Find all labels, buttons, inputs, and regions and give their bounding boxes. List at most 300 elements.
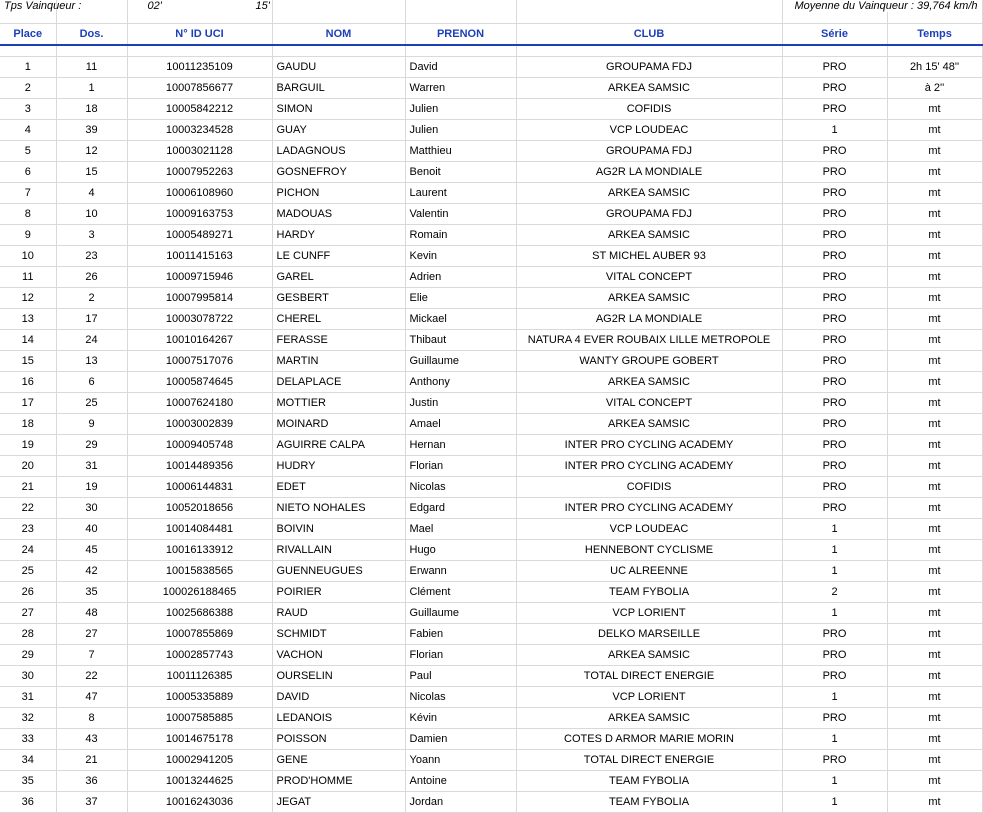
header-prenom[interactable]: PRENON xyxy=(405,24,516,46)
cell-nom[interactable]: RIVALLAIN xyxy=(272,540,405,561)
cell-dos[interactable]: 13 xyxy=(56,351,127,372)
cell-club[interactable]: AG2R LA MONDIALE xyxy=(516,309,782,330)
cell-temps[interactable]: mt xyxy=(887,729,982,750)
cell-place[interactable]: 25 xyxy=(0,561,56,582)
cell-place[interactable]: 15 xyxy=(0,351,56,372)
cell-prenom[interactable]: Thibaut xyxy=(405,330,516,351)
cell-dos[interactable]: 21 xyxy=(56,750,127,771)
cell-place[interactable]: 19 xyxy=(0,435,56,456)
cell-uci-id[interactable]: 10007856677 xyxy=(127,78,272,99)
cell-dos[interactable]: 42 xyxy=(56,561,127,582)
cell-serie[interactable]: PRO xyxy=(782,162,887,183)
cell-temps[interactable]: mt xyxy=(887,204,982,225)
cell-dos[interactable]: 8 xyxy=(56,708,127,729)
cell-prenom[interactable]: Julien xyxy=(405,99,516,120)
winner-time-seconds[interactable]: 15' xyxy=(272,0,405,12)
cell-dos[interactable]: 24 xyxy=(56,330,127,351)
cell-place[interactable]: 29 xyxy=(0,645,56,666)
cell-club[interactable]: VCP LOUDEAC xyxy=(516,519,782,540)
cell-dos[interactable]: 6 xyxy=(56,372,127,393)
cell-serie[interactable]: 1 xyxy=(782,120,887,141)
cell-temps[interactable]: mt xyxy=(887,792,982,813)
cell-nom[interactable]: AGUIRRE CALPA xyxy=(272,435,405,456)
cell-uci-id[interactable]: 10006108960 xyxy=(127,183,272,204)
cell-uci-id[interactable]: 10005874645 xyxy=(127,372,272,393)
cell-club[interactable]: ARKEA SAMSIC xyxy=(516,225,782,246)
cell-uci-id[interactable]: 100026188465 xyxy=(127,582,272,603)
cell-nom[interactable]: GOSNEFROY xyxy=(272,162,405,183)
cell-serie[interactable]: PRO xyxy=(782,267,887,288)
cell-dos[interactable]: 37 xyxy=(56,792,127,813)
cell-place[interactable]: 36 xyxy=(0,792,56,813)
cell-prenom[interactable]: Mael xyxy=(405,519,516,540)
cell-temps[interactable]: mt xyxy=(887,288,982,309)
cell-uci-id[interactable]: 10025686388 xyxy=(127,603,272,624)
cell-serie[interactable]: PRO xyxy=(782,57,887,78)
cell-club[interactable]: ARKEA SAMSIC xyxy=(516,414,782,435)
cell-dos[interactable]: 10 xyxy=(56,204,127,225)
cell-uci-id[interactable]: 10002857743 xyxy=(127,645,272,666)
cell-dos[interactable]: 29 xyxy=(56,435,127,456)
cell-nom[interactable]: GUENNEUGUES xyxy=(272,561,405,582)
cell-temps[interactable]: mt xyxy=(887,99,982,120)
winner-time-label[interactable]: Tps Vainqueur : xyxy=(0,0,56,12)
cell-serie[interactable]: PRO xyxy=(782,183,887,204)
cell-dos[interactable]: 43 xyxy=(56,729,127,750)
cell-dos[interactable]: 12 xyxy=(56,141,127,162)
cell-club[interactable]: ST MICHEL AUBER 93 xyxy=(516,246,782,267)
cell-prenom[interactable]: Julien xyxy=(405,120,516,141)
cell-prenom[interactable]: Jordan xyxy=(405,792,516,813)
cell-uci-id[interactable]: 10014489356 xyxy=(127,456,272,477)
cell-club[interactable]: UC ALREENNE xyxy=(516,561,782,582)
header-serie[interactable]: Série xyxy=(782,24,887,46)
cell-club[interactable]: TOTAL DIRECT ENERGIE xyxy=(516,666,782,687)
cell-serie[interactable]: PRO xyxy=(782,225,887,246)
cell-serie[interactable]: PRO xyxy=(782,414,887,435)
cell-club[interactable]: GROUPAMA FDJ xyxy=(516,141,782,162)
cell-uci-id[interactable]: 10052018656 xyxy=(127,498,272,519)
cell-place[interactable]: 5 xyxy=(0,141,56,162)
cell-place[interactable]: 31 xyxy=(0,687,56,708)
header-temps[interactable]: Temps xyxy=(887,24,982,46)
winner-average-speed[interactable]: Moyenne du Vainqueur : 39,764 km/h xyxy=(782,0,982,12)
cell-serie[interactable]: 1 xyxy=(782,561,887,582)
cell-dos[interactable]: 1 xyxy=(56,78,127,99)
cell-uci-id[interactable]: 10009163753 xyxy=(127,204,272,225)
cell-club[interactable]: TOTAL DIRECT ENERGIE xyxy=(516,750,782,771)
cell-nom[interactable]: MOTTIER xyxy=(272,393,405,414)
cell-club[interactable]: ARKEA SAMSIC xyxy=(516,708,782,729)
cell-place[interactable]: 13 xyxy=(0,309,56,330)
cell-uci-id[interactable]: 10014675178 xyxy=(127,729,272,750)
cell-uci-id[interactable]: 10009405748 xyxy=(127,435,272,456)
cell-place[interactable]: 7 xyxy=(0,183,56,204)
cell-temps[interactable]: mt xyxy=(887,183,982,204)
winner-time-minutes[interactable]: 02' xyxy=(127,0,272,12)
cell-nom[interactable]: FERASSE xyxy=(272,330,405,351)
cell-place[interactable]: 11 xyxy=(0,267,56,288)
cell-nom[interactable]: GESBERT xyxy=(272,288,405,309)
cell-dos[interactable]: 23 xyxy=(56,246,127,267)
cell-dos[interactable]: 48 xyxy=(56,603,127,624)
cell-nom[interactable]: GAREL xyxy=(272,267,405,288)
cell-place[interactable]: 33 xyxy=(0,729,56,750)
cell-serie[interactable]: PRO xyxy=(782,204,887,225)
cell-nom[interactable]: GAUDU xyxy=(272,57,405,78)
cell-serie[interactable]: PRO xyxy=(782,708,887,729)
cell-prenom[interactable]: Clément xyxy=(405,582,516,603)
cell-serie[interactable]: PRO xyxy=(782,645,887,666)
cell-temps[interactable]: mt xyxy=(887,561,982,582)
cell-uci-id[interactable]: 10007585885 xyxy=(127,708,272,729)
cell-nom[interactable]: PICHON xyxy=(272,183,405,204)
cell-dos[interactable]: 15 xyxy=(56,162,127,183)
cell-dos[interactable]: 36 xyxy=(56,771,127,792)
cell-dos[interactable]: 45 xyxy=(56,540,127,561)
cell-temps[interactable]: mt xyxy=(887,351,982,372)
cell-temps[interactable]: mt xyxy=(887,120,982,141)
cell-serie[interactable]: PRO xyxy=(782,99,887,120)
cell-club[interactable]: INTER PRO CYCLING ACADEMY xyxy=(516,435,782,456)
cell-serie[interactable]: 1 xyxy=(782,540,887,561)
cell-serie[interactable]: PRO xyxy=(782,393,887,414)
cell-club[interactable]: TEAM FYBOLIA xyxy=(516,792,782,813)
cell-prenom[interactable]: Nicolas xyxy=(405,477,516,498)
cell-prenom[interactable]: Elie xyxy=(405,288,516,309)
cell-dos[interactable]: 47 xyxy=(56,687,127,708)
cell-prenom[interactable]: Benoit xyxy=(405,162,516,183)
cell-temps[interactable]: mt xyxy=(887,246,982,267)
cell-serie[interactable]: 1 xyxy=(782,771,887,792)
cell-temps[interactable]: mt xyxy=(887,435,982,456)
cell-uci-id[interactable]: 10007995814 xyxy=(127,288,272,309)
header-place[interactable]: Place xyxy=(0,24,56,46)
cell-place[interactable]: 3 xyxy=(0,99,56,120)
header-club[interactable]: CLUB xyxy=(516,24,782,46)
cell-club[interactable]: GROUPAMA FDJ xyxy=(516,204,782,225)
cell-prenom[interactable]: Edgard xyxy=(405,498,516,519)
cell-dos[interactable]: 25 xyxy=(56,393,127,414)
cell-uci-id[interactable]: 10007517076 xyxy=(127,351,272,372)
cell-temps[interactable]: mt xyxy=(887,708,982,729)
cell-uci-id[interactable]: 10016133912 xyxy=(127,540,272,561)
cell-club[interactable]: ARKEA SAMSIC xyxy=(516,288,782,309)
cell-serie[interactable]: 2 xyxy=(782,582,887,603)
cell-club[interactable]: VCP LOUDEAC xyxy=(516,120,782,141)
cell-place[interactable]: 34 xyxy=(0,750,56,771)
cell-club[interactable]: TEAM FYBOLIA xyxy=(516,771,782,792)
cell-serie[interactable]: PRO xyxy=(782,666,887,687)
cell-club[interactable]: VITAL CONCEPT xyxy=(516,267,782,288)
cell-serie[interactable]: 1 xyxy=(782,729,887,750)
cell-prenom[interactable]: Kevin xyxy=(405,246,516,267)
cell-temps[interactable]: mt xyxy=(887,771,982,792)
cell-club[interactable]: VCP LORIENT xyxy=(516,603,782,624)
cell-nom[interactable]: MADOUAS xyxy=(272,204,405,225)
header-nom[interactable]: NOM xyxy=(272,24,405,46)
cell-club[interactable]: AG2R LA MONDIALE xyxy=(516,162,782,183)
cell-prenom[interactable]: Damien xyxy=(405,729,516,750)
cell-serie[interactable]: 1 xyxy=(782,792,887,813)
cell-dos[interactable]: 18 xyxy=(56,99,127,120)
cell-uci-id[interactable]: 10006144831 xyxy=(127,477,272,498)
cell-uci-id[interactable]: 10007952263 xyxy=(127,162,272,183)
cell-temps[interactable]: mt xyxy=(887,330,982,351)
cell-temps[interactable]: mt xyxy=(887,456,982,477)
cell-serie[interactable]: 1 xyxy=(782,603,887,624)
cell-club[interactable]: VCP LORIENT xyxy=(516,687,782,708)
cell-club[interactable]: COFIDIS xyxy=(516,477,782,498)
cell-place[interactable]: 27 xyxy=(0,603,56,624)
cell-temps[interactable]: mt xyxy=(887,582,982,603)
cell-prenom[interactable]: Laurent xyxy=(405,183,516,204)
cell-place[interactable]: 6 xyxy=(0,162,56,183)
cell-prenom[interactable]: Valentin xyxy=(405,204,516,225)
cell-dos[interactable]: 11 xyxy=(56,57,127,78)
cell-temps[interactable]: mt xyxy=(887,477,982,498)
cell-dos[interactable]: 35 xyxy=(56,582,127,603)
header-uci-id[interactable]: N° ID UCI xyxy=(127,24,272,46)
cell-nom[interactable]: SIMON xyxy=(272,99,405,120)
cell-serie[interactable]: PRO xyxy=(782,288,887,309)
cell-nom[interactable]: EDET xyxy=(272,477,405,498)
cell-prenom[interactable]: Paul xyxy=(405,666,516,687)
cell-nom[interactable]: JEGAT xyxy=(272,792,405,813)
cell-place[interactable]: 26 xyxy=(0,582,56,603)
cell-place[interactable]: 28 xyxy=(0,624,56,645)
cell-uci-id[interactable]: 10011126385 xyxy=(127,666,272,687)
cell-place[interactable]: 35 xyxy=(0,771,56,792)
cell-serie[interactable]: PRO xyxy=(782,141,887,162)
cell-club[interactable]: COTES D ARMOR MARIE MORIN xyxy=(516,729,782,750)
cell-serie[interactable]: PRO xyxy=(782,750,887,771)
cell-nom[interactable]: SCHMIDT xyxy=(272,624,405,645)
cell-place[interactable]: 32 xyxy=(0,708,56,729)
cell-temps[interactable]: mt xyxy=(887,372,982,393)
cell-prenom[interactable]: Guillaume xyxy=(405,351,516,372)
cell-serie[interactable]: PRO xyxy=(782,246,887,267)
cell-temps[interactable]: mt xyxy=(887,225,982,246)
cell-dos[interactable]: 31 xyxy=(56,456,127,477)
cell-dos[interactable]: 4 xyxy=(56,183,127,204)
cell-temps[interactable]: mt xyxy=(887,162,982,183)
cell-dos[interactable]: 2 xyxy=(56,288,127,309)
cell-prenom[interactable]: Florian xyxy=(405,456,516,477)
cell-club[interactable]: VITAL CONCEPT xyxy=(516,393,782,414)
cell-dos[interactable]: 26 xyxy=(56,267,127,288)
cell-uci-id[interactable]: 10009715946 xyxy=(127,267,272,288)
cell-prenom[interactable]: Erwann xyxy=(405,561,516,582)
cell-prenom[interactable]: Justin xyxy=(405,393,516,414)
cell-temps[interactable]: mt xyxy=(887,267,982,288)
cell-temps[interactable]: mt xyxy=(887,414,982,435)
cell-nom[interactable]: PROD'HOMME xyxy=(272,771,405,792)
cell-serie[interactable]: PRO xyxy=(782,78,887,99)
cell-uci-id[interactable]: 10016243036 xyxy=(127,792,272,813)
cell-serie[interactable]: 1 xyxy=(782,519,887,540)
cell-prenom[interactable]: Hernan xyxy=(405,435,516,456)
cell-uci-id[interactable]: 10007624180 xyxy=(127,393,272,414)
cell-uci-id[interactable]: 10003021128 xyxy=(127,141,272,162)
cell-nom[interactable]: DELAPLACE xyxy=(272,372,405,393)
cell-nom[interactable]: GUAY xyxy=(272,120,405,141)
cell-nom[interactable]: POISSON xyxy=(272,729,405,750)
cell-club[interactable]: WANTY GROUPE GOBERT xyxy=(516,351,782,372)
cell-prenom[interactable]: Adrien xyxy=(405,267,516,288)
cell-serie[interactable]: PRO xyxy=(782,309,887,330)
cell-place[interactable]: 8 xyxy=(0,204,56,225)
cell-uci-id[interactable]: 10010164267 xyxy=(127,330,272,351)
cell-place[interactable]: 1 xyxy=(0,57,56,78)
cell-serie[interactable]: PRO xyxy=(782,351,887,372)
cell-nom[interactable]: CHEREL xyxy=(272,309,405,330)
cell-dos[interactable]: 9 xyxy=(56,414,127,435)
cell-serie[interactable]: PRO xyxy=(782,624,887,645)
cell-place[interactable]: 18 xyxy=(0,414,56,435)
cell-temps[interactable]: mt xyxy=(887,393,982,414)
cell-nom[interactable]: LADAGNOUS xyxy=(272,141,405,162)
cell-nom[interactable]: LEDANOIS xyxy=(272,708,405,729)
cell-place[interactable]: 21 xyxy=(0,477,56,498)
cell-temps[interactable]: mt xyxy=(887,645,982,666)
cell-place[interactable]: 4 xyxy=(0,120,56,141)
cell-club[interactable]: INTER PRO CYCLING ACADEMY xyxy=(516,498,782,519)
cell-temps[interactable]: à 2'' xyxy=(887,78,982,99)
cell-uci-id[interactable]: 10015838565 xyxy=(127,561,272,582)
cell-nom[interactable]: POIRIER xyxy=(272,582,405,603)
cell-temps[interactable]: mt xyxy=(887,687,982,708)
cell-club[interactable]: HENNEBONT CYCLISME xyxy=(516,540,782,561)
cell-place[interactable]: 20 xyxy=(0,456,56,477)
cell-place[interactable]: 16 xyxy=(0,372,56,393)
cell-prenom[interactable]: Mickael xyxy=(405,309,516,330)
cell-prenom[interactable]: Antoine xyxy=(405,771,516,792)
cell-nom[interactable]: NIETO NOHALES xyxy=(272,498,405,519)
cell-dos[interactable]: 7 xyxy=(56,645,127,666)
cell-uci-id[interactable]: 10003234528 xyxy=(127,120,272,141)
cell-prenom[interactable]: Fabien xyxy=(405,624,516,645)
header-dos[interactable]: Dos. xyxy=(56,24,127,46)
cell-uci-id[interactable]: 10003078722 xyxy=(127,309,272,330)
cell-place[interactable]: 9 xyxy=(0,225,56,246)
cell-prenom[interactable]: Kévin xyxy=(405,708,516,729)
cell-dos[interactable]: 30 xyxy=(56,498,127,519)
cell-serie[interactable]: 1 xyxy=(782,687,887,708)
cell-dos[interactable]: 22 xyxy=(56,666,127,687)
cell-club[interactable]: TEAM FYBOLIA xyxy=(516,582,782,603)
cell-nom[interactable]: VACHON xyxy=(272,645,405,666)
cell-serie[interactable]: PRO xyxy=(782,435,887,456)
cell-nom[interactable]: GENE xyxy=(272,750,405,771)
cell-temps[interactable]: mt xyxy=(887,750,982,771)
cell-club[interactable]: ARKEA SAMSIC xyxy=(516,78,782,99)
cell-uci-id[interactable]: 10011415163 xyxy=(127,246,272,267)
cell-place[interactable]: 23 xyxy=(0,519,56,540)
cell-nom[interactable]: MARTIN xyxy=(272,351,405,372)
cell-dos[interactable]: 27 xyxy=(56,624,127,645)
cell-temps[interactable]: mt xyxy=(887,498,982,519)
cell-nom[interactable]: RAUD xyxy=(272,603,405,624)
cell-club[interactable]: GROUPAMA FDJ xyxy=(516,57,782,78)
cell-temps[interactable]: mt xyxy=(887,666,982,687)
cell-uci-id[interactable]: 10002941205 xyxy=(127,750,272,771)
cell-prenom[interactable]: Romain xyxy=(405,225,516,246)
cell-place[interactable]: 12 xyxy=(0,288,56,309)
cell-temps[interactable]: mt xyxy=(887,603,982,624)
cell-temps[interactable]: mt xyxy=(887,540,982,561)
cell-prenom[interactable]: Amael xyxy=(405,414,516,435)
cell-prenom[interactable]: Nicolas xyxy=(405,687,516,708)
cell-temps[interactable]: mt xyxy=(887,519,982,540)
cell-nom[interactable]: HARDY xyxy=(272,225,405,246)
cell-uci-id[interactable]: 10011235109 xyxy=(127,57,272,78)
cell-nom[interactable]: OURSELIN xyxy=(272,666,405,687)
cell-prenom[interactable]: Warren xyxy=(405,78,516,99)
cell-temps[interactable]: mt xyxy=(887,624,982,645)
cell-club[interactable]: ARKEA SAMSIC xyxy=(516,645,782,666)
cell-dos[interactable]: 19 xyxy=(56,477,127,498)
cell-prenom[interactable]: Anthony xyxy=(405,372,516,393)
cell-club[interactable]: COFIDIS xyxy=(516,99,782,120)
cell-serie[interactable]: PRO xyxy=(782,372,887,393)
cell-place[interactable]: 2 xyxy=(0,78,56,99)
cell-nom[interactable]: HUDRY xyxy=(272,456,405,477)
cell-club[interactable]: DELKO MARSEILLE xyxy=(516,624,782,645)
cell-temps[interactable]: mt xyxy=(887,141,982,162)
cell-serie[interactable]: PRO xyxy=(782,498,887,519)
cell-prenom[interactable]: Matthieu xyxy=(405,141,516,162)
cell-temps[interactable]: mt xyxy=(887,309,982,330)
cell-uci-id[interactable]: 10003002839 xyxy=(127,414,272,435)
cell-serie[interactable]: PRO xyxy=(782,477,887,498)
cell-uci-id[interactable]: 10005335889 xyxy=(127,687,272,708)
cell-uci-id[interactable]: 10014084481 xyxy=(127,519,272,540)
cell-uci-id[interactable]: 10005489271 xyxy=(127,225,272,246)
cell-club[interactable]: NATURA 4 EVER ROUBAIX LILLE METROPOLE xyxy=(516,330,782,351)
cell-uci-id[interactable]: 10005842212 xyxy=(127,99,272,120)
cell-place[interactable]: 22 xyxy=(0,498,56,519)
cell-dos[interactable]: 17 xyxy=(56,309,127,330)
cell-nom[interactable]: BOIVIN xyxy=(272,519,405,540)
cell-place[interactable]: 17 xyxy=(0,393,56,414)
cell-dos[interactable]: 39 xyxy=(56,120,127,141)
cell-club[interactable]: INTER PRO CYCLING ACADEMY xyxy=(516,456,782,477)
cell-serie[interactable]: PRO xyxy=(782,456,887,477)
cell-place[interactable]: 24 xyxy=(0,540,56,561)
cell-prenom[interactable]: Hugo xyxy=(405,540,516,561)
cell-uci-id[interactable]: 10007855869 xyxy=(127,624,272,645)
cell-temps[interactable]: 2h 15' 48'' xyxy=(887,57,982,78)
cell-dos[interactable]: 40 xyxy=(56,519,127,540)
cell-prenom[interactable]: Florian xyxy=(405,645,516,666)
cell-nom[interactable]: LE CUNFF xyxy=(272,246,405,267)
cell-club[interactable]: ARKEA SAMSIC xyxy=(516,372,782,393)
cell-nom[interactable]: DAVID xyxy=(272,687,405,708)
cell-club[interactable]: ARKEA SAMSIC xyxy=(516,183,782,204)
cell-nom[interactable]: BARGUIL xyxy=(272,78,405,99)
cell-prenom[interactable]: David xyxy=(405,57,516,78)
cell-place[interactable]: 10 xyxy=(0,246,56,267)
cell-prenom[interactable]: Guillaume xyxy=(405,603,516,624)
cell-uci-id[interactable]: 10013244625 xyxy=(127,771,272,792)
cell-place[interactable]: 30 xyxy=(0,666,56,687)
cell-place[interactable]: 14 xyxy=(0,330,56,351)
cell-serie[interactable]: PRO xyxy=(782,330,887,351)
cell-nom[interactable]: MOINARD xyxy=(272,414,405,435)
cell-prenom[interactable]: Yoann xyxy=(405,750,516,771)
cell-dos[interactable]: 3 xyxy=(56,225,127,246)
